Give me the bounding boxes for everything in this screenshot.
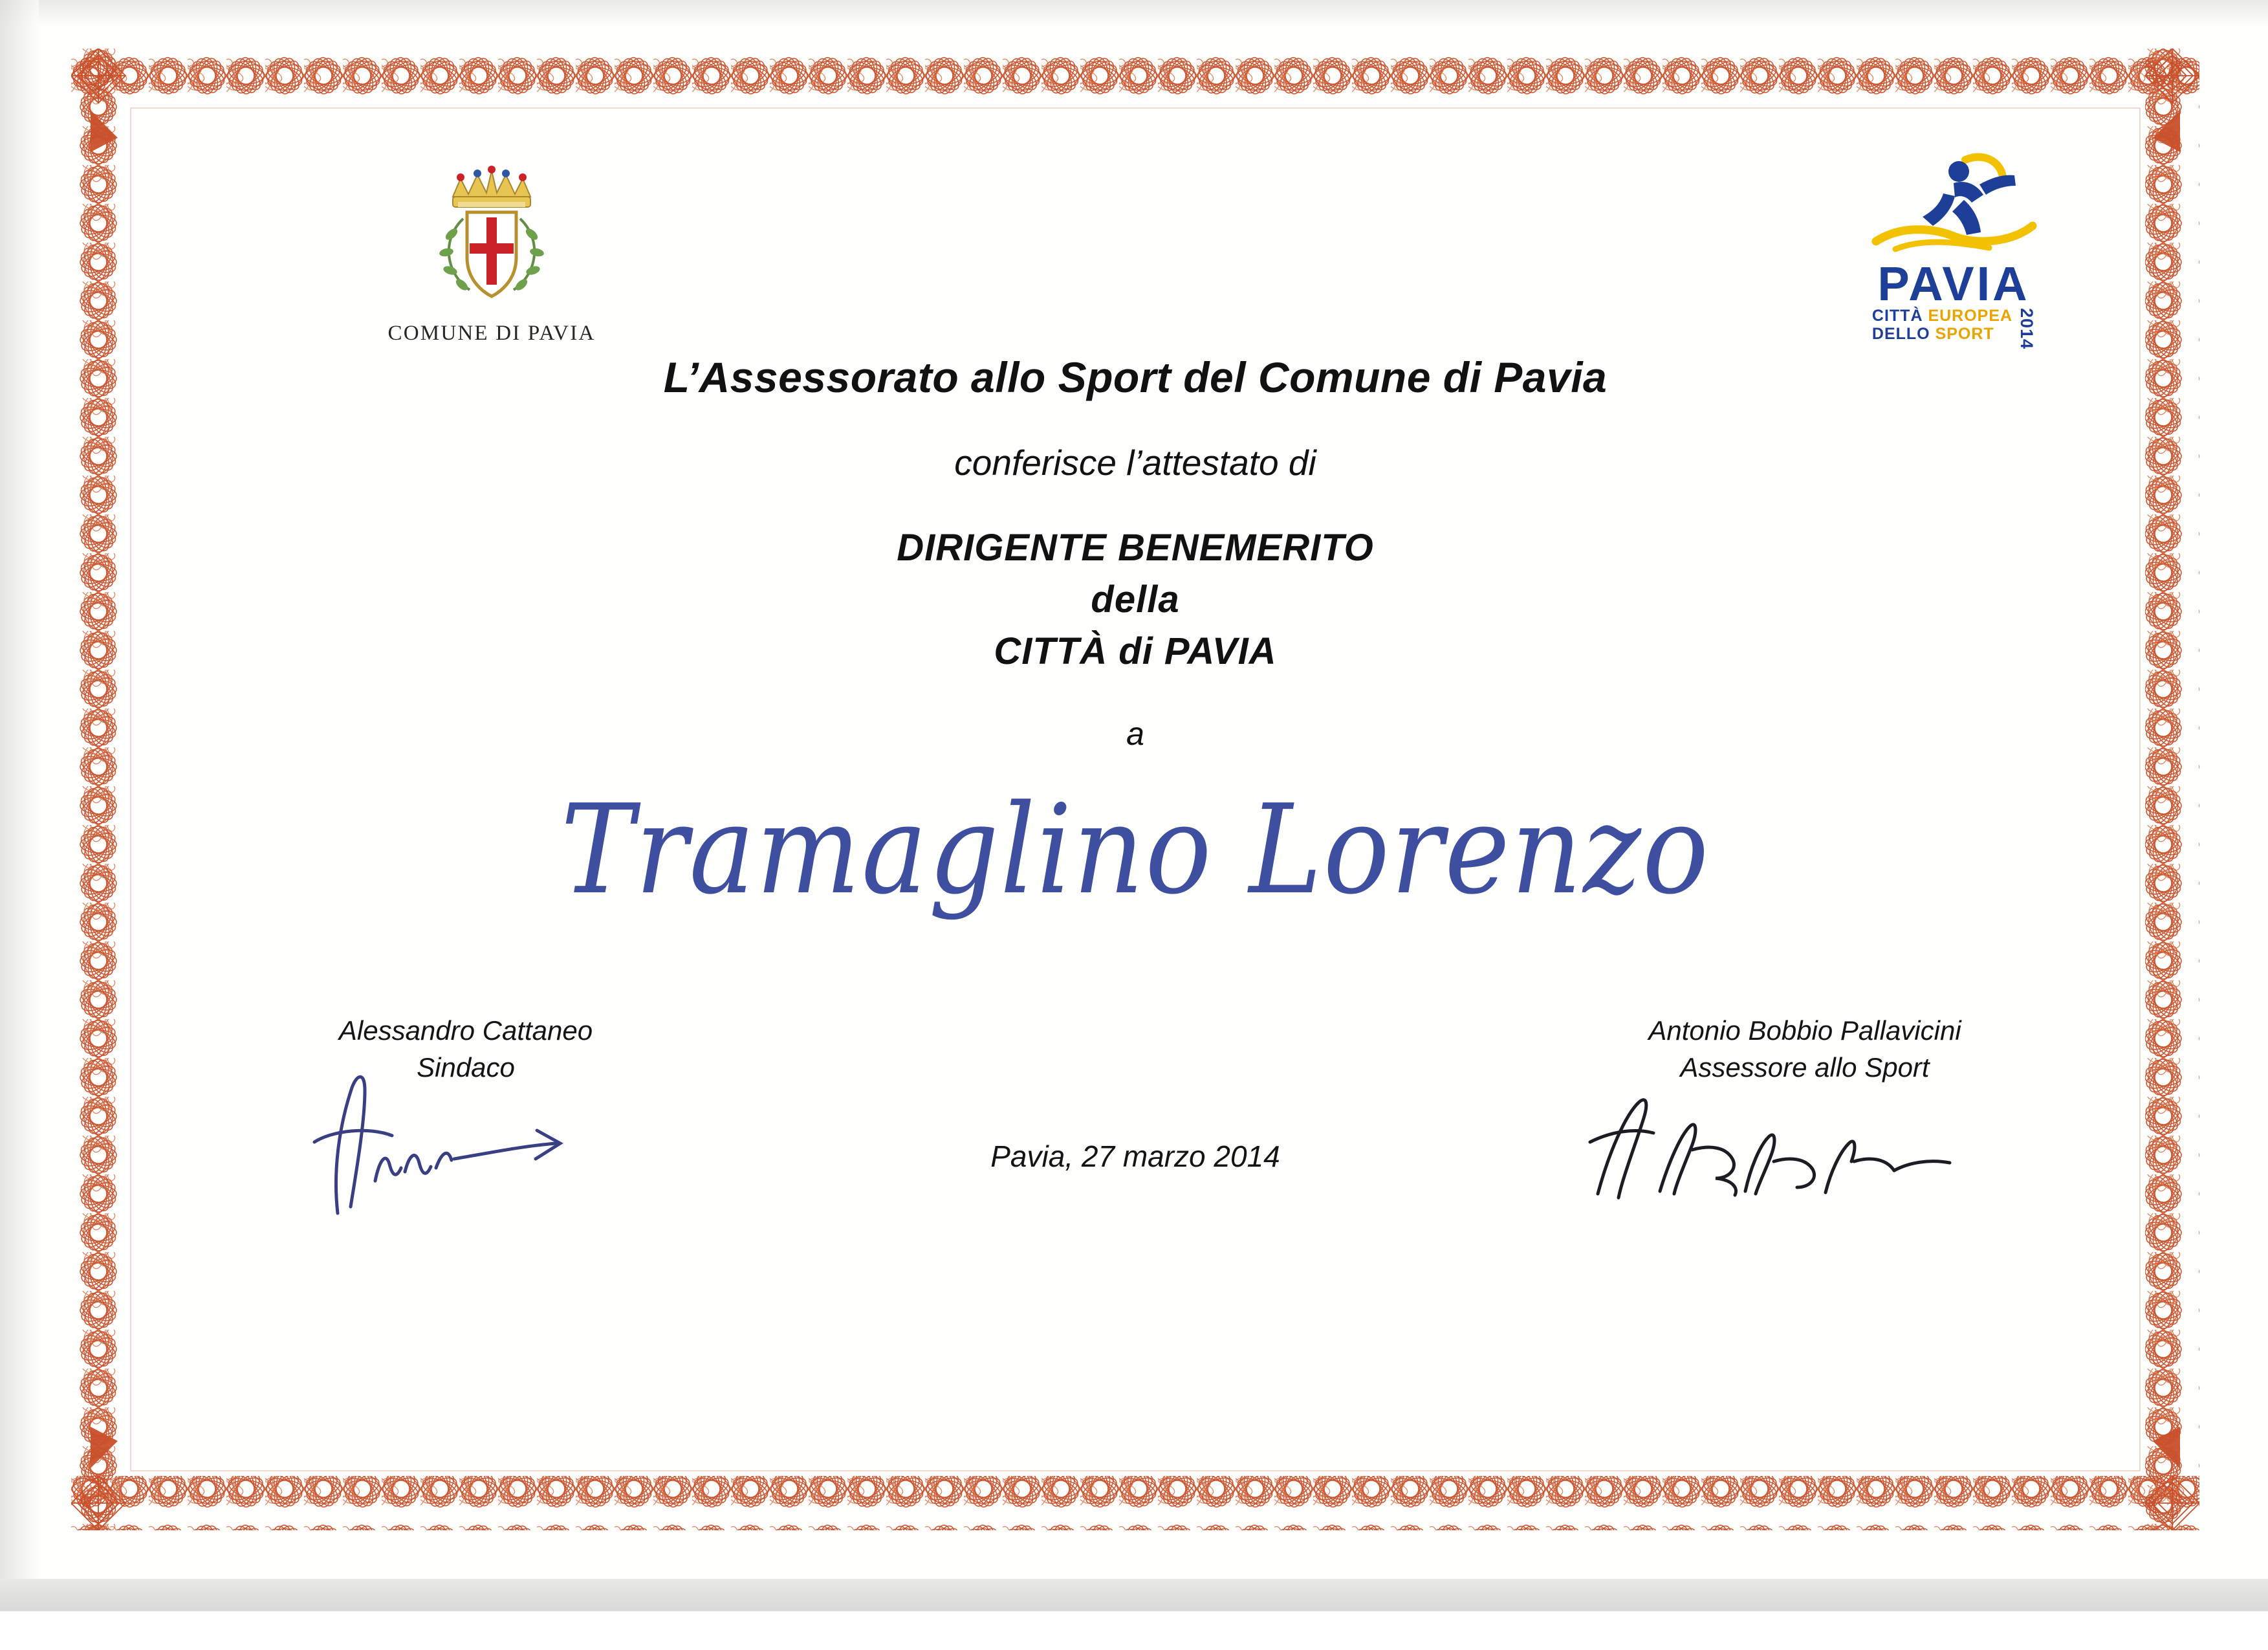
body-line-2: conferisce l’attestato di [954, 443, 1316, 483]
scan-edge-left [0, 0, 39, 1579]
signature-name-left: Alessandro Cattaneo [338, 1015, 593, 1046]
recipient-name: Tramaglino Lorenzo [560, 778, 1710, 922]
place-and-date: Pavia, 27 marzo 2014 [990, 1139, 1280, 1173]
sport-logo-line-2b: SPORT [1935, 325, 1994, 344]
signature-name-right: Antonio Bobbio Pallavicini [1648, 1015, 1961, 1046]
sport-logo-title: PAVIA [1877, 257, 2030, 311]
award-title-line-1: DIRIGENTE BENEMERITO [897, 527, 1374, 569]
coat-of-arms-icon [427, 162, 556, 311]
sport-logo-line-2a: DELLO [1871, 325, 1935, 344]
certificate-body [162, 353, 2109, 753]
sport-logo-block [1818, 146, 2089, 349]
body-connector: a [1126, 716, 1144, 753]
certificate-content [162, 139, 2109, 1440]
sport-logo-line-2 [1872, 325, 2012, 343]
signature-role-left: Sindaco [417, 1051, 515, 1083]
crest-caption: COMUNE DI PAVIA [387, 322, 596, 345]
sport-logo-text [1818, 257, 2089, 350]
sport-logo-line-1 [1872, 307, 2012, 325]
sport-logo-year: 2014 [2017, 308, 2037, 350]
signature-block-right [1546, 1013, 2064, 1086]
running-figure-icon [1857, 146, 2051, 262]
award-title-line-2: della [1091, 578, 1180, 621]
sport-logo-line-1a: CITTÀ [1871, 307, 1928, 325]
sport-logo-line-1b: EUROPEA [1928, 307, 2013, 325]
scan-edge-bottom [0, 1579, 2268, 1650]
scan-edge-top [0, 0, 2268, 26]
award-title-line-3: CITTÀ di PAVIA [994, 630, 1277, 673]
comune-crest-block [343, 162, 640, 346]
body-line-1: L’Assessorato allo Sport del Comune di Pavia [663, 353, 1608, 401]
signature-block-left [239, 1013, 692, 1086]
signature-role-right: Assessore allo Sport [1680, 1051, 1930, 1083]
award-title [162, 522, 2109, 677]
